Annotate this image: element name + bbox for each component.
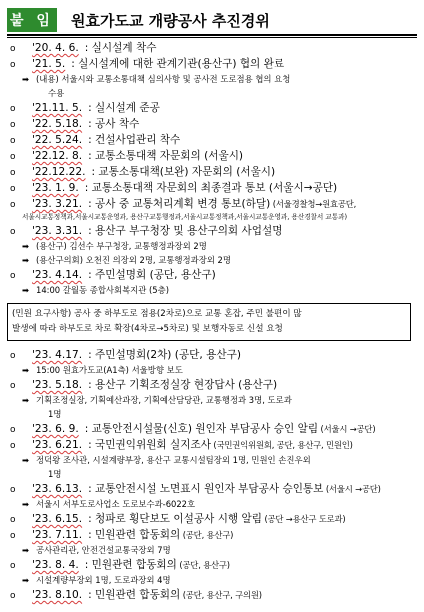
timeline-item xyxy=(10,377,418,393)
timeline-item xyxy=(10,223,418,239)
arrow-icon: ➡ xyxy=(22,499,30,509)
timeline-item xyxy=(10,40,418,56)
page-title: 원효가도교 개량공사 추진경위 xyxy=(71,11,270,30)
timeline-item xyxy=(10,196,418,212)
arrow-icon: ➡ xyxy=(22,395,30,405)
bullet-icon: o xyxy=(10,44,16,54)
item-date: '21.11. 5. xyxy=(32,102,83,114)
sub-item-text: 기획조정실장, 기획예산과장, 기획예산담당관, 교통행정과 3명, 도로과 xyxy=(36,395,292,405)
timeline-item xyxy=(10,511,418,527)
item-text: : 주민설명회(2차) (공단, 용산구) xyxy=(88,349,241,361)
sub-item-text: 공사관리관, 안전건설교통국장외 7명 xyxy=(36,545,171,555)
arrow-icon: ➡ xyxy=(22,455,30,465)
item-note: (서울경찰청→원효공단, xyxy=(270,199,357,209)
sub-item xyxy=(10,543,418,557)
sub-item-continued: 1명 xyxy=(48,409,62,419)
item-date: '23. 6. 9. xyxy=(32,423,79,435)
sub-item-text: (용산구의회) 오천진 의장외 2명, 교통행정과장외 2명 xyxy=(36,255,231,265)
bullet-icon: o xyxy=(10,60,16,70)
bullet-icon: o xyxy=(10,184,16,194)
sub-item-text: 서울시 서부도로사업소 도로보수과-6022호 xyxy=(36,499,196,509)
sub-item xyxy=(10,363,418,377)
item-text: : 공사 착수 xyxy=(88,118,140,130)
item-text: : 주민설명회 (공단, 용산구) xyxy=(88,269,216,281)
timeline-item xyxy=(10,132,418,148)
item-date: '23. 8. 4. xyxy=(32,559,79,571)
item-text: : 교통소통대책 자문회의 최종결과 통보 (서울시→공단) xyxy=(84,182,338,194)
bullet-icon: o xyxy=(10,351,16,361)
timeline-item xyxy=(10,267,418,283)
item-text: : 민원관련 합동회의 xyxy=(88,589,181,601)
sub-item xyxy=(10,72,418,86)
item-text: : 공사 중 교통처리계획 변경 통보(하달) xyxy=(88,198,271,210)
civil-request-line-1: (민원 요구사항) 공사 중 하부도로 점용(2차로)으로 교통 혼잡, 주민 불편이 많 xyxy=(12,309,302,319)
timeline-item xyxy=(10,56,418,72)
bullet-icon: o xyxy=(10,120,16,130)
bullet-icon: o xyxy=(10,381,16,391)
sub-item xyxy=(10,393,418,407)
civil-request-line-2: 발생에 따라 하부도로 차로 확장(4차로→5차로) 및 보행자동로 신설 요청 xyxy=(12,324,283,334)
sub-item xyxy=(10,573,418,587)
item-date: '23. 8.10. xyxy=(32,589,83,601)
sub-item-text: 정덕왕 조사관, 시설계량부장, 용산구 교통시설팀장외 1명, 민원인 손진우외 xyxy=(36,455,311,465)
bullet-icon: o xyxy=(10,531,16,541)
item-date: '23. 3.31. xyxy=(32,225,83,237)
item-text: : 민원관련 합동회의 xyxy=(84,559,177,571)
item-date: '20. 4. 6. xyxy=(32,42,79,54)
item-date: '23. 3.21. xyxy=(32,198,83,210)
item-date: '23. 6.15. xyxy=(32,513,83,525)
item-date: '23. 5.18. xyxy=(32,379,83,391)
bullet-icon: o xyxy=(10,591,16,601)
item-note: (공단, 용산구) xyxy=(180,530,234,540)
bullet-icon: o xyxy=(10,104,16,114)
bullet-icon: o xyxy=(10,441,16,451)
item-date: '23. 1. 9. xyxy=(32,182,79,194)
timeline-item xyxy=(10,437,418,453)
item-text: : 용산구 부구청장 및 용산구의회 사업설명 xyxy=(88,225,283,237)
sub-item xyxy=(10,497,418,511)
item-text: : 용산구 기획조정실장 현장답사 (용산구) xyxy=(88,379,278,391)
timeline-item xyxy=(10,180,418,196)
item-text: : 교통안전시설물(신호) 원인자 부담공사 승인 알림 xyxy=(84,423,319,435)
sub-item xyxy=(10,239,418,253)
item-date: '22.12. 8. xyxy=(32,150,83,162)
item-text: : 민원관련 합동회의 xyxy=(88,529,181,541)
arrow-icon: ➡ xyxy=(22,241,30,251)
item-date: '23. 4.14. xyxy=(32,269,83,281)
arrow-icon: ➡ xyxy=(22,74,30,84)
bullet-icon: o xyxy=(10,152,16,162)
item-text: : 교통소통대책 자문회의 (서울시) xyxy=(88,150,244,162)
item-note: (서울시 →공단) xyxy=(323,484,381,494)
item-note: (공단, 용산구) xyxy=(176,560,230,570)
timeline-item xyxy=(10,481,418,497)
arrow-icon: ➡ xyxy=(22,255,30,265)
item-note: (공단 →용산구 도로과) xyxy=(262,514,346,524)
attachment-badge: 붙 임 xyxy=(7,8,57,32)
item-text: : 실시설계에 대한 관계기관(용산구) 협의 완료 xyxy=(71,58,285,70)
item-date: '22.12.22. xyxy=(32,166,86,178)
item-text: : 청파로 횡단보도 이설공사 시행 알림 xyxy=(88,513,263,525)
arrow-icon: ➡ xyxy=(22,285,30,295)
timeline-item xyxy=(10,557,418,573)
item-text: : 교통안전시설 노면표시 원인자 부담공사 승인통보 xyxy=(88,483,324,495)
sub-item-text: 15:00 원효가도교(A1측) 서울방향 보도 xyxy=(36,365,183,375)
sub-item xyxy=(10,283,418,297)
arrow-icon: ➡ xyxy=(22,575,30,585)
item-text: : 건설사업관리 착수 xyxy=(88,134,181,146)
arrow-icon: ➡ xyxy=(22,545,30,555)
item-text: : 실시설계 착수 xyxy=(84,42,157,54)
bullet-icon: o xyxy=(10,200,16,210)
item-date: '23. 6.13. xyxy=(32,483,83,495)
bullet-icon: o xyxy=(10,515,16,525)
sub-item xyxy=(10,453,418,467)
sub-item-text: (내용) 서울시와 교통소통대책 심의사항 및 공사전 도로점용 협의 요청 xyxy=(36,74,291,84)
item-date: '22. 5.18. xyxy=(32,118,83,130)
bullet-icon: o xyxy=(10,227,16,237)
bullet-icon: o xyxy=(10,271,16,281)
timeline-item xyxy=(10,100,418,116)
item-note-continued: 서울시교통정책과,서울시교통운영과, 용산구교통행정과,서울시교통정책과,서울시교통운영과, 용산경찰서 교통과) xyxy=(22,213,348,221)
sub-item-text: 14:00 갈월동 종합사회복지관 (5층) xyxy=(36,285,169,295)
item-date: '22. 5.24. xyxy=(32,134,83,146)
item-date: '21. 5. xyxy=(32,58,66,70)
sub-item-continued: 수용 xyxy=(48,88,65,98)
header-rule-thin xyxy=(7,37,417,38)
timeline-item xyxy=(10,421,418,437)
bullet-icon: o xyxy=(10,136,16,146)
bullet-icon: o xyxy=(10,168,16,178)
timeline-item xyxy=(10,527,418,543)
timeline-item xyxy=(10,587,418,603)
item-note: (국민권익위원회, 공단, 용산구, 민원인) xyxy=(210,440,353,450)
timeline-item xyxy=(10,148,418,164)
sub-item-text: 시설계량부장외 1명, 도로과장외 4명 xyxy=(36,575,171,585)
sub-item-continued: 1명 xyxy=(48,469,62,479)
bullet-icon: o xyxy=(10,425,16,435)
item-text: : 실시설계 준공 xyxy=(88,102,160,114)
item-date: '23. 7.11. xyxy=(32,529,83,541)
timeline-item xyxy=(10,116,418,132)
item-date: '23. 4.17. xyxy=(32,349,83,361)
civil-request-box xyxy=(7,303,411,341)
sub-item-text: (용산구) 김선수 부구청장, 교통행정과장외 2명 xyxy=(36,241,207,251)
arrow-icon: ➡ xyxy=(22,365,30,375)
timeline-list xyxy=(10,40,418,603)
timeline-item xyxy=(10,347,418,363)
item-note: (공단, 용산구, 구의원) xyxy=(180,590,262,600)
item-text: : 교통소통대책(보완) 자문회의 (서울시) xyxy=(91,166,276,178)
header-rule xyxy=(7,34,417,36)
sub-item xyxy=(10,253,418,267)
timeline-item xyxy=(10,164,418,180)
item-text: : 국민권익위원회 실지조사 xyxy=(88,439,211,451)
item-date: '23. 6.21. xyxy=(32,439,83,451)
page-header xyxy=(7,7,417,33)
item-note: (서울시 →공단) xyxy=(318,424,376,434)
bullet-icon: o xyxy=(10,561,16,571)
bullet-icon: o xyxy=(10,485,16,495)
